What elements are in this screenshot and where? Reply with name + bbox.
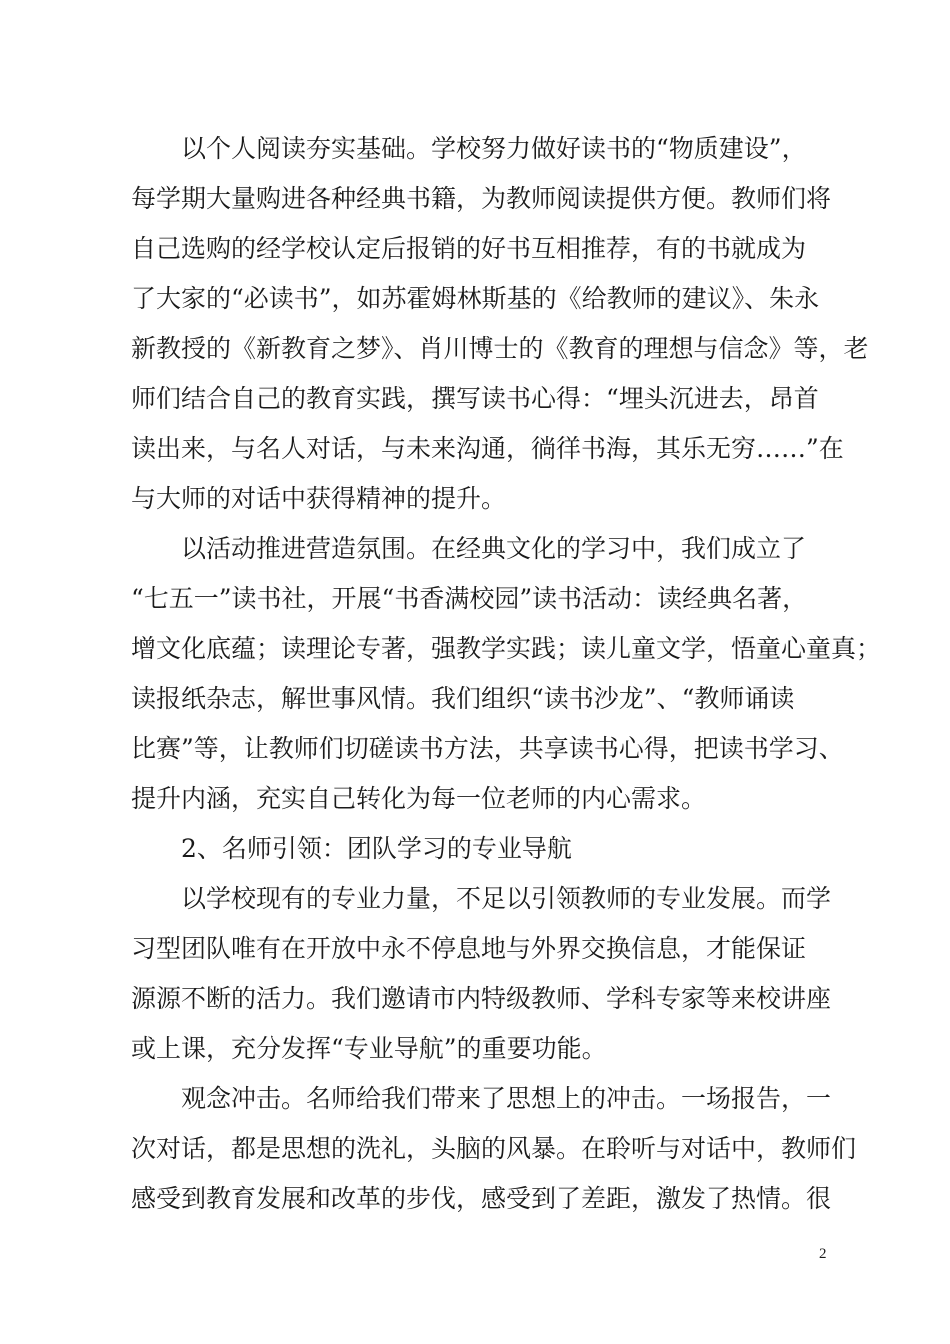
section-heading: 2、名师引领：团队学习的专业导航 — [181, 834, 572, 863]
paragraph-3-line-4: 或上课，充分发挥“专业导航”的重要功能。 — [131, 1034, 607, 1063]
paragraph-3-line-2: 习型团队唯有在开放中永不停息地与外界交换信息，才能保证 — [131, 934, 807, 963]
paragraph-4-line-3: 感受到教育发展和改革的步伐，感受到了差距，激发了热情。很 — [131, 1184, 832, 1213]
paragraph-2-line-3: 增文化底蕴；读理论专著，强教学实践；读儿童文学，悟童心童真； — [131, 634, 882, 663]
paragraph-1-line-6: 师们结合自己的教育实践，撰写读书心得：“埋头沉进去，昂首 — [131, 384, 819, 413]
paragraph-1-line-7: 读出来，与名人对话，与未来沟通，徜徉书海，其乐无穷……”在 — [131, 434, 844, 463]
page-number: 2 — [819, 1246, 827, 1262]
paragraph-4-line-1: 观念冲击。名师给我们带来了思想上的冲击。一场报告，一 — [181, 1084, 832, 1113]
paragraph-1-line-4: 了大家的“必读书”，如苏霍姆林斯基的《给教师的建议》、朱永 — [131, 284, 820, 313]
paragraph-1-line-8: 与大师的对话中获得精神的提升。 — [131, 484, 507, 513]
paragraph-3-line-3: 源源不断的活力。我们邀请市内特级教师、学科专家等来校讲座 — [131, 984, 832, 1013]
paragraph-2-line-2: “七五一”读书社，开展“书香满校园”读书活动：读经典名著， — [131, 584, 808, 613]
paragraph-2-line-4: 读报纸杂志，解世事风情。我们组织“读书沙龙”、“教师诵读 — [131, 684, 795, 713]
paragraph-2-line-1: 以活动推进营造氛围。在经典文化的学习中，我们成立了 — [181, 534, 807, 563]
paragraph-4-line-2: 次对话，都是思想的洗礼，头脑的风暴。在聆听与对话中，教师们 — [131, 1134, 857, 1163]
paragraph-1-line-2: 每学期大量购进各种经典书籍，为教师阅读提供方便。教师们将 — [131, 184, 832, 213]
paragraph-3-line-1: 以学校现有的专业力量，不足以引领教师的专业发展。而学 — [181, 884, 832, 913]
paragraph-1-line-1: 以个人阅读夯实基础。学校努力做好读书的“物质建设”， — [181, 134, 807, 163]
paragraph-1-line-5: 新教授的《新教育之梦》、肖川博士的《教育的理想与信念》等，老 — [131, 334, 869, 363]
paragraph-1-line-3: 自己选购的经学校认定后报销的好书互相推荐，有的书就成为 — [131, 234, 807, 263]
paragraph-2-line-6: 提升内涵，充实自己转化为每一位老师的内心需求。 — [131, 784, 707, 813]
paragraph-2-line-5: 比赛”等，让教师们切磋读书方法，共享读书心得，把读书学习、 — [131, 734, 844, 763]
